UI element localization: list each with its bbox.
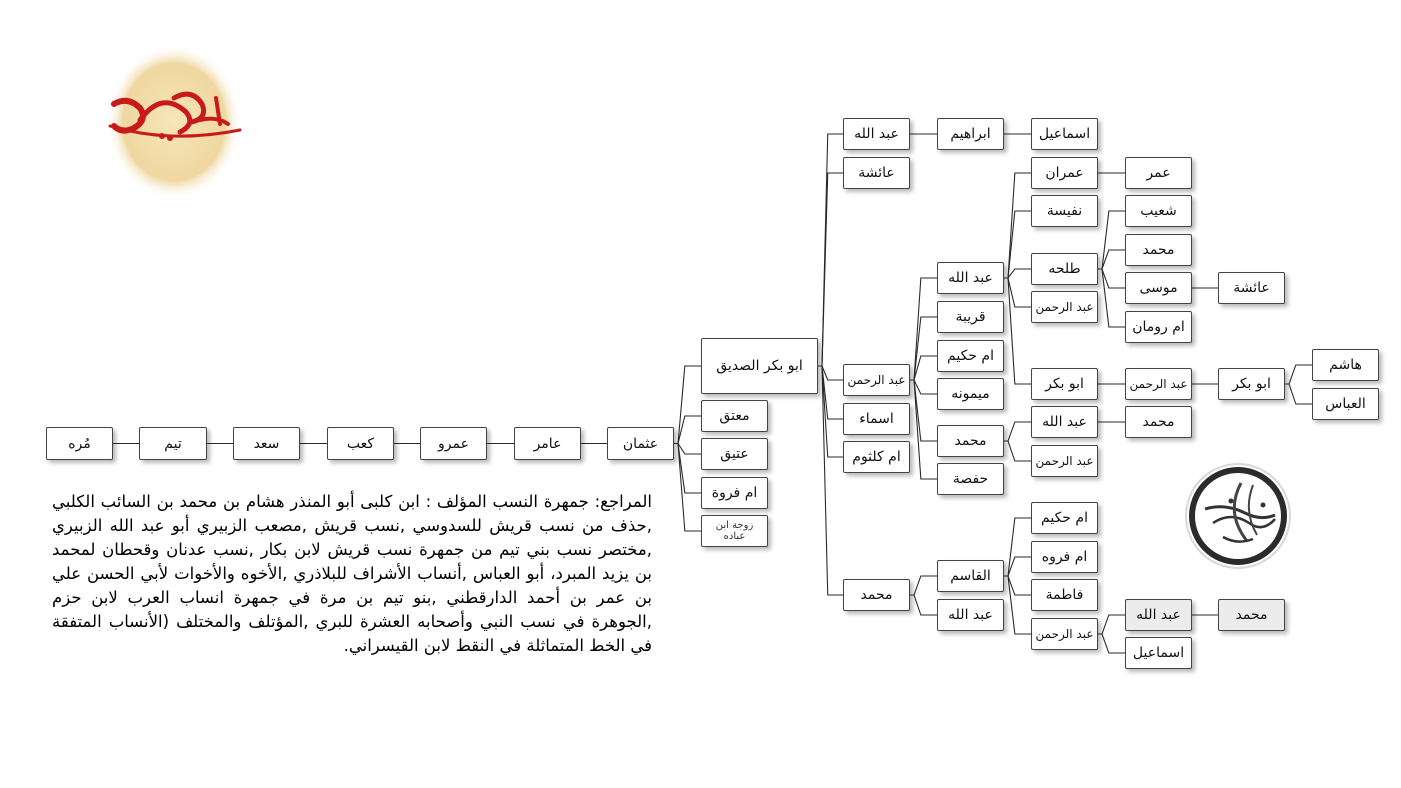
tree-node-fatima: فاطمة — [1031, 579, 1098, 611]
connector-muhammad2-abdulrahman4 — [1004, 441, 1031, 461]
tree-node-ismail1: اسماعيل — [1031, 118, 1098, 150]
tree-node-abubakr3: ابو بكر — [1218, 368, 1285, 400]
connector-abdulrahman1-quraiba — [910, 317, 937, 380]
connector-abdullah2-abubakr2 — [1004, 278, 1031, 384]
tree-node-ummfarwa2: ام فروه — [1031, 541, 1098, 573]
tree-node-abdullah4: عبد الله — [937, 599, 1004, 631]
tree-node-ummruman: ام رومان — [1125, 311, 1192, 343]
tree-node-imran: عمران — [1031, 157, 1098, 189]
connector-abdulrahman5-abdullah5 — [1098, 615, 1125, 634]
tree-node-qasim: القاسم — [937, 560, 1004, 592]
tree-node-zawja: زوجة ابن عباده — [701, 515, 768, 547]
tree-node-abdullah5: عبد الله — [1125, 599, 1192, 631]
tree-node-abubakr2: ابو بكر — [1031, 368, 1098, 400]
tree-node-muhammad4: محمد — [1125, 406, 1192, 438]
connector-abdulrahman5-ismail2 — [1098, 634, 1125, 653]
connector-uthman-zawja — [674, 444, 701, 532]
references-paragraph: المراجع: جمهرة النسب المؤلف : ابن كلبى أبو المنذر هشام بن محمد بن السائب الكلبي ,حذف من نسب قريش للسدوسي ,نسب قريش ,مصعب الزبيري أبو عبد الله الزبيري ,مختصر نسب بني تيم من جمهرة نسب قريش لابن بكار ,نسب عدنان وقحطان لمحمد بن يزيد المبرد، أبو العباس ,أنساب الأشراف للبلاذري ,الأخوه والأخوات لأبي الحسن علي بن عمر بن أحمد الدارقطني ,بنو تيم بن مرة في جمهرة انساب العرب لابن حزم ,الجوهرة في نسب النبي وأصحابه العشرة للبري ,المؤتلف والمختلف (الأنساب المتفقة في الخط المتماثلة في النقط لابن القيسراني. — [52, 492, 652, 655]
connector-muhammad1-abdullah4 — [910, 595, 937, 615]
connector-qasim-abdulrahman5 — [1004, 576, 1031, 634]
connector-abubakr3-hashim — [1285, 365, 1312, 384]
connector-abubakr-aisha1 — [818, 173, 843, 366]
tree-node-musa: موسى — [1125, 272, 1192, 304]
tree-node-abdulrahman2: عبد الرحمن — [1031, 291, 1098, 323]
tree-node-saad: سعد — [233, 427, 300, 460]
tree-node-ismail2: اسماعيل — [1125, 637, 1192, 669]
tree-node-muataq: معتق — [701, 400, 768, 432]
tree-node-muhammad1: محمد — [843, 579, 910, 611]
tree-node-ummhakim2: ام حكيم — [1031, 502, 1098, 534]
tree-node-abubakr: ابو بكر الصديق — [701, 338, 818, 394]
tree-node-ummfarwa: ام فروة — [701, 477, 768, 509]
tree-node-abdulrahman5: عبد الرحمن — [1031, 618, 1098, 650]
tree-node-umar: عمر — [1125, 157, 1192, 189]
connector-uthman-abubakr — [674, 366, 701, 444]
tree-node-talha: طلحه — [1031, 253, 1098, 285]
connector-abdulrahman1-hafsa — [910, 380, 937, 479]
tree-node-nafisa: نفيسة — [1031, 195, 1098, 227]
connector-talha-shuaib — [1098, 211, 1125, 269]
connector-abubakr3-abbas — [1285, 384, 1312, 404]
tree-node-aisha1: عائشة — [843, 157, 910, 189]
connector-abdulrahman1-abdullah2 — [910, 278, 937, 380]
tree-node-abdulrahman1: عبد الرحمن — [843, 364, 910, 396]
tree-node-asma: اسماء — [843, 403, 910, 435]
calligraphy-logo-icon — [104, 42, 244, 202]
tree-node-murra: مُره — [46, 427, 113, 460]
tree-node-kaab: كعب — [327, 427, 394, 460]
tree-node-quraiba: قريبة — [937, 301, 1004, 333]
tree-node-ummkulthum: ام كلثوم — [843, 441, 910, 473]
connector-qasim-ummhakim2 — [1004, 518, 1031, 576]
tree-node-abdullah2: عبد الله — [937, 262, 1004, 294]
tree-node-ummhakim1: ام حكيم — [937, 340, 1004, 372]
tree-node-abdullah1: عبد الله — [843, 118, 910, 150]
connector-abubakr-muhammad1 — [818, 366, 843, 595]
tree-node-abbas: العباس — [1312, 388, 1379, 420]
tree-node-abdullah3: عبد الله — [1031, 406, 1098, 438]
connector-abdullah2-nafisa — [1004, 211, 1031, 278]
tree-node-muhammad3: محمد — [1125, 234, 1192, 266]
tree-node-ateeq: عتيق — [701, 438, 768, 470]
tree-node-maimuna: ميمونه — [937, 378, 1004, 410]
connector-talha-ummruman — [1098, 269, 1125, 327]
tree-node-abdulrahman4: عبد الرحمن — [1031, 445, 1098, 477]
tree-node-hashim: هاشم — [1312, 349, 1379, 381]
connector-abubakr-abdullah1 — [818, 134, 843, 366]
tree-node-muhammad2: محمد — [937, 425, 1004, 457]
tree-node-uthman: عثمان — [607, 427, 674, 460]
connector-abdulrahman1-muhammad2 — [910, 380, 937, 441]
tree-node-hafsa: حفصة — [937, 463, 1004, 495]
tree-node-amr: عمرو — [420, 427, 487, 460]
tree-node-shuaib: شعيب — [1125, 195, 1192, 227]
tree-node-aisha2: عائشة — [1218, 272, 1285, 304]
tree-node-ibrahim: ابراهيم — [937, 118, 1004, 150]
connector-muhammad1-qasim — [910, 576, 937, 595]
tree-node-abdulrahman3: عبد الرحمن — [1125, 368, 1192, 400]
tree-node-amir: عامر — [514, 427, 581, 460]
tree-node-muhammad5: محمد — [1218, 599, 1285, 631]
tree-node-taym: تيم — [139, 427, 207, 460]
seal-emblem-icon — [1183, 461, 1293, 571]
connector-muhammad2-abdullah3 — [1004, 422, 1031, 441]
connector-abdullah2-imran — [1004, 173, 1031, 278]
